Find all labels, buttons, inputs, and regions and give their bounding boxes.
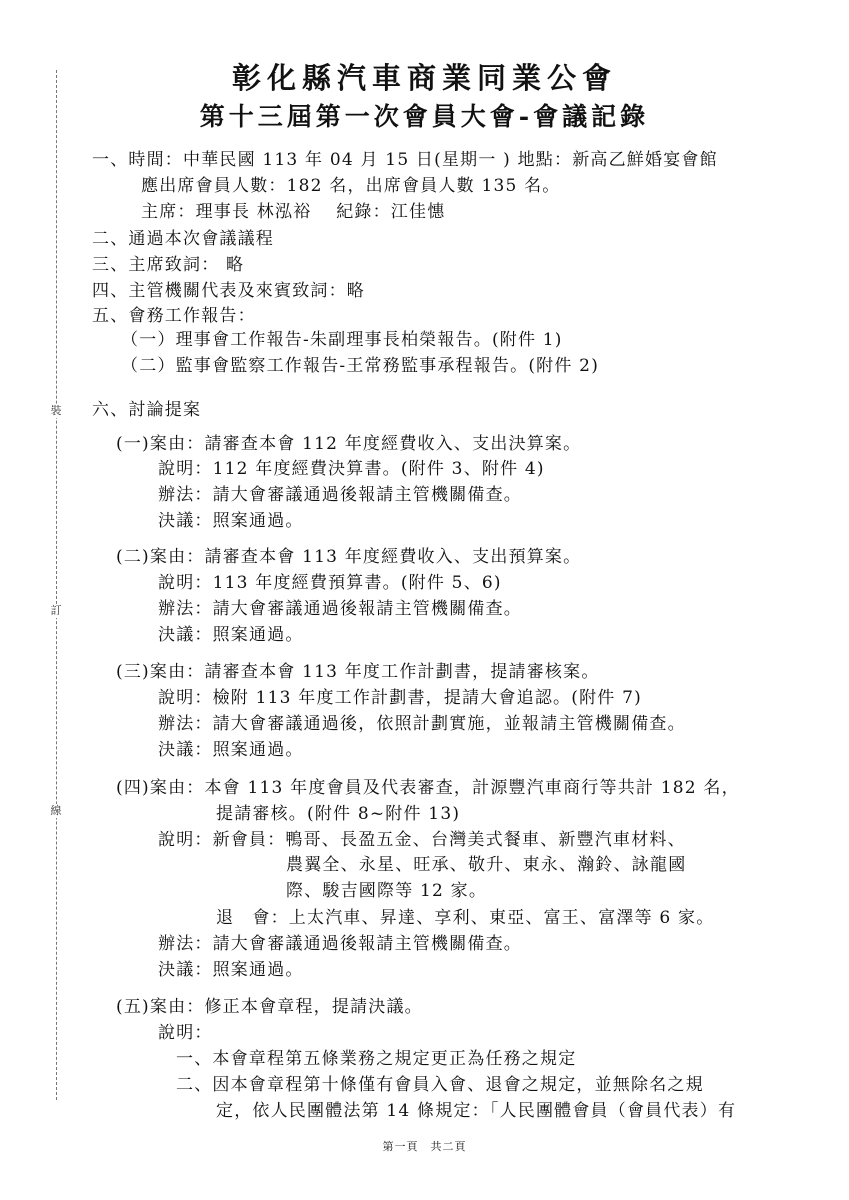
line-attendance: 應出席會員人數：182 名，出席會員人數 135 名。 xyxy=(141,176,561,196)
proposal-2-resolution: 決議：照案通過。 xyxy=(158,625,304,645)
line-chair: 主席：理事長 林泓裕 紀錄：江佳憓 xyxy=(141,202,446,222)
page-number: 第一頁 共二頁 xyxy=(382,1140,467,1153)
proposal-4-new-members-cont2: 際、駿吉國際等 12 家。 xyxy=(286,881,488,901)
binding-margin-line xyxy=(56,70,57,1100)
proposal-4-resolution: 決議：照案通過。 xyxy=(158,960,304,980)
proposal-5-case: (五)案由：修正本會章程，提請決議。 xyxy=(116,997,423,1017)
proposal-3-method: 辦法：請大會審議通過後，依照計劃實施，並報請主管機關備查。 xyxy=(158,714,686,734)
proposal-2-case: (二)案由：請審查本會 113 年度經費收入、支出預算案。 xyxy=(116,547,582,567)
line-meeting-time: 一、時間：中華民國 113 年 04 月 15 日(星期一 ) 地點：新高乙鮮婚宴會館 xyxy=(92,150,718,170)
proposal-3-case: (三)案由：請審查本會 113 年度工作計劃書，提請審核案。 xyxy=(116,662,600,682)
binding-mark-2: 訂 xyxy=(50,604,62,617)
proposal-1-resolution: 決議：照案通過。 xyxy=(158,511,304,531)
proposal-2-method: 辦法：請大會審議通過後報請主管機關備查。 xyxy=(158,599,522,619)
section-agenda: 二、通過本次會議議程 xyxy=(92,229,274,249)
proposal-1-explanation: 說明：112 年度經費決算書。(附件 3、附件 4) xyxy=(158,459,545,479)
section-chair-speech: 三、主席致詞： 略 xyxy=(92,255,245,275)
section-proposals: 六、討論提案 xyxy=(92,400,202,420)
proposal-5-point-2-cont: 定，依人民團體法第 14 條規定：「人民團體會員（會員代表）有 xyxy=(216,1101,737,1121)
proposal-5-point-1: 一、本會章程第五條業務之規定更正為任務之規定 xyxy=(176,1049,577,1069)
report-item-2: （二）監事會監察工作報告-王常務監事承程報告。(附件 2) xyxy=(121,356,600,376)
proposal-4-new-members-cont1: 農翼全、永星、旺承、敬升、東永、瀚鈴、詠龍國 xyxy=(286,855,687,875)
proposal-5-explanation-label: 說明： xyxy=(158,1023,213,1043)
proposal-4-withdrawn: 退 會：上太汽車、昇達、享利、東亞、富王、富澤等 6 家。 xyxy=(216,908,715,928)
proposal-2-explanation: 說明：113 年度經費預算書。(附件 5、6) xyxy=(158,573,502,593)
proposal-4-case-cont: 提請審核。(附件 8~附件 13) xyxy=(216,804,461,824)
proposal-4-method: 辦法：請大會審議通過後報請主管機關備查。 xyxy=(158,934,522,954)
proposal-3-resolution: 決議：照案通過。 xyxy=(158,740,304,760)
section-guest-speech: 四、主管機關代表及來賓致詞：略 xyxy=(92,281,365,301)
proposal-3-explanation: 說明：檢附 113 年度工作計劃書，提請大會追認。(附件 7) xyxy=(158,688,642,708)
proposal-1-case: (一)案由：請審查本會 112 年度經費收入、支出決算案。 xyxy=(116,434,582,454)
binding-mark-3: 線 xyxy=(50,804,62,817)
proposal-4-new-members: 說明：新會員：鴨哥、長盈五金、台灣美式餐車、新豐汽車材料、 xyxy=(158,830,686,850)
binding-mark-1: 裝 xyxy=(50,404,62,417)
proposal-4-case: (四)案由：本會 113 年度會員及代表審查，計源豐汽車商行等共計 182 名， xyxy=(116,778,740,798)
report-item-1: （一）理事會工作報告-朱副理事長柏榮報告。(附件 1) xyxy=(121,330,563,350)
section-work-report: 五、會務工作報告： xyxy=(92,306,256,326)
proposal-5-point-2: 二、因本會章程第十條僅有會員入會、退會之規定，並無除名之規 xyxy=(176,1075,704,1095)
document-title: 彰化縣汽車商業同業公會 xyxy=(231,61,617,95)
document-subtitle: 第十三屆第一次會員大會-會議記錄 xyxy=(199,102,650,131)
proposal-1-method: 辦法：請大會審議通過後報請主管機關備查。 xyxy=(158,485,522,505)
